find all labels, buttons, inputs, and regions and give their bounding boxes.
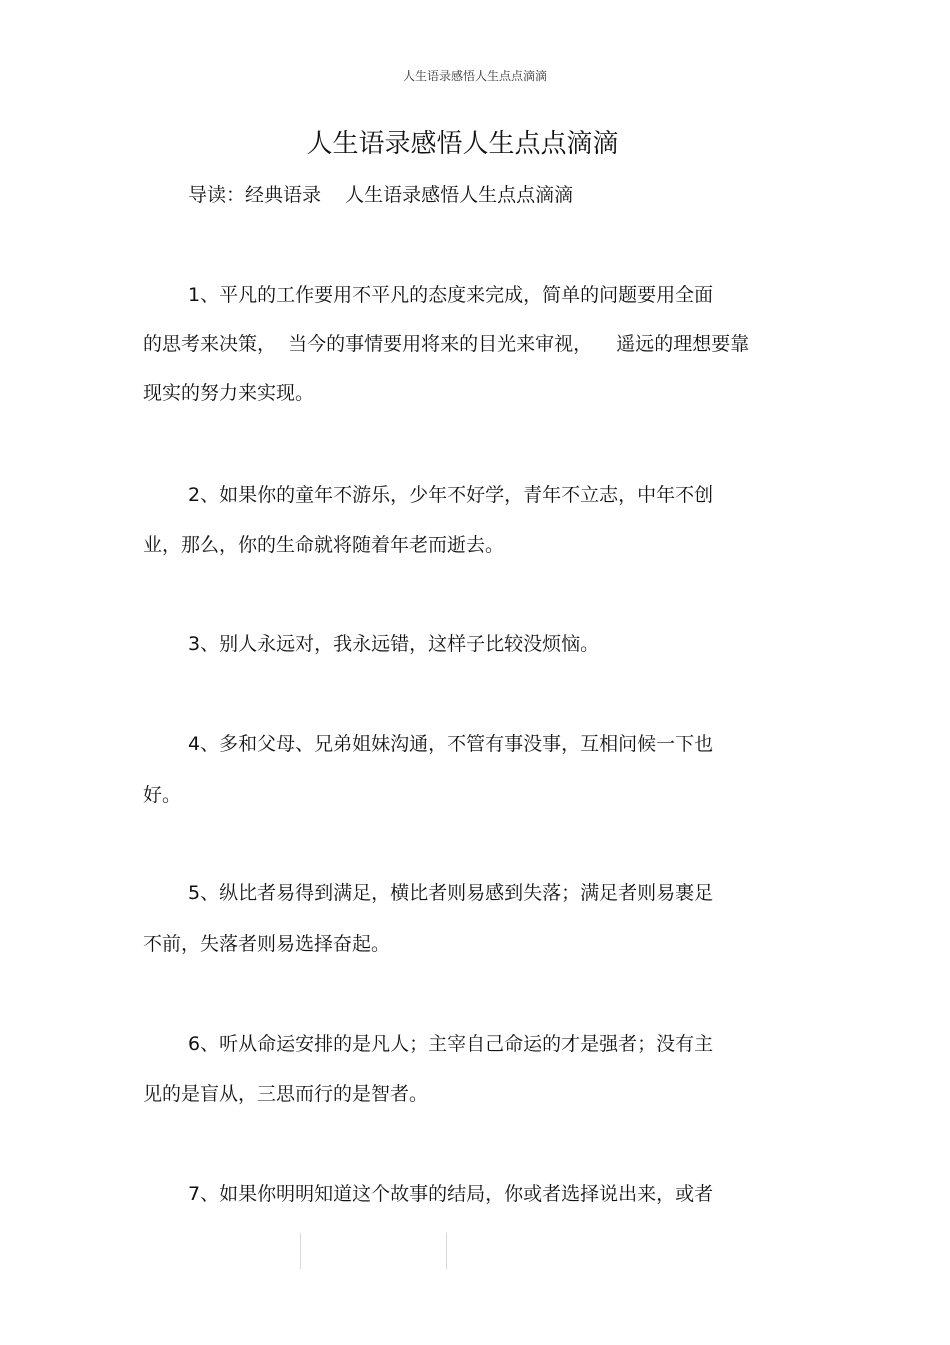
quote-1-line-1: 1、平凡的工作要用不平凡的态度来完成，简单的问题要用全面 xyxy=(188,284,714,306)
quote-6-line-2: 见的是盲从，三思而行的是智者。 xyxy=(143,1083,429,1105)
page-header: 人生语录感悟人生点点滴滴 xyxy=(402,69,547,83)
quote-1-line-2: 的思考来决策， 当今的事情要用将来的目光来审视， 遥远的理想要靠 xyxy=(143,333,750,355)
quote-5-line-1: 5、纵比者易得到满足，横比者则易感到失落；满足者则易裹足 xyxy=(188,882,714,904)
intro-line: 导读：经典语录 人生语录感悟人生点点滴滴 xyxy=(188,184,574,206)
divider-left xyxy=(300,1233,301,1269)
quote-7-line-1: 7、如果你明明知道这个故事的结局，你或者选择说出来，或者 xyxy=(188,1183,714,1205)
quote-2-line-1: 2、如果你的童年不游乐，少年不好学，青年不立志，中年不创 xyxy=(188,484,714,506)
quote-2-line-2: 业，那么，你的生命就将随着年老而逝去。 xyxy=(143,534,505,556)
document-title: 人生语录感悟人生点点滴滴 xyxy=(306,129,619,159)
quote-6-line-1: 6、听从命运安排的是凡人；主宰自己命运的才是强者；没有主 xyxy=(188,1033,714,1055)
quote-4-line-1: 4、多和父母、兄弟姐妹沟通，不管有事没事，互相问候一下也 xyxy=(188,733,714,755)
quote-5-line-2: 不前，失落者则易选择奋起。 xyxy=(143,933,391,955)
divider-right xyxy=(446,1233,447,1269)
quote-3-line-1: 3、别人永远对，我永远错，这样子比较没烦恼。 xyxy=(188,633,600,655)
quote-1-line-3: 现实的努力来实现。 xyxy=(143,382,315,404)
quote-4-line-2: 好。 xyxy=(143,784,182,806)
